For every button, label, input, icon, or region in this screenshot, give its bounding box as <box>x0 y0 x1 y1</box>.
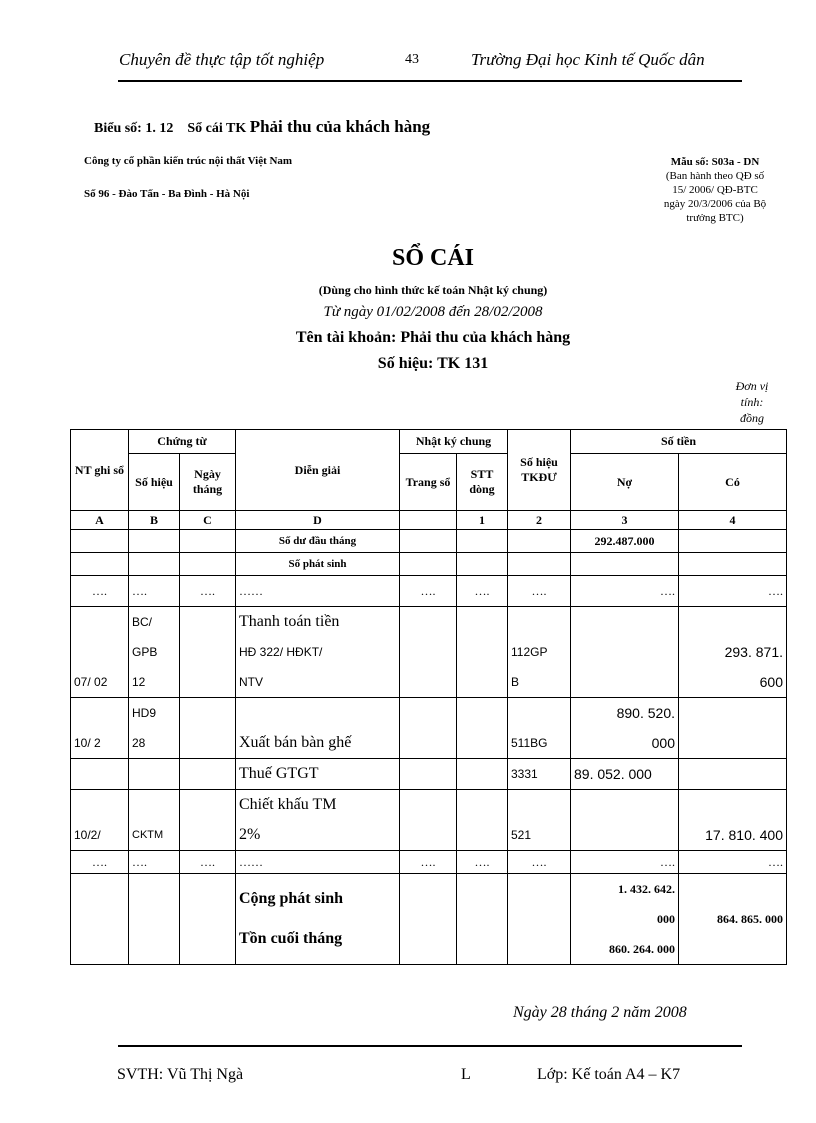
row-debit-line: 890. 520. <box>616 705 675 721</box>
letter-cell: 3 <box>571 511 679 530</box>
col-voucher-no-header: Số hiệu <box>129 454 180 511</box>
header-row-1 <box>71 430 787 454</box>
ellipsis-cell: …. <box>571 851 679 874</box>
form-account-prefix: Sổ cái TK <box>187 121 247 136</box>
row-voucher-no-line: 12 <box>132 675 146 689</box>
letter-cell: A <box>71 511 129 530</box>
form-label <box>94 117 430 137</box>
total-debit-line: 1. 432. 642. <box>618 882 675 896</box>
table-row <box>71 698 787 759</box>
row-voucher-no: CKTM <box>129 790 180 851</box>
page-number: 43 <box>405 52 419 67</box>
template-code: Mẫu số: S03a - DN <box>670 156 760 168</box>
ellipsis-cell: …. <box>571 576 679 607</box>
ellipsis-cell: …. <box>71 851 129 874</box>
footer-student: SVTH: Vũ Thị Ngà <box>117 1066 244 1083</box>
ellipsis-cell: …. <box>457 576 508 607</box>
total-arising-label: Cộng phát sinh <box>239 890 344 907</box>
row-voucher-no <box>129 698 180 759</box>
row-voucher-no-line: 28 <box>132 736 146 750</box>
ellipsis-cell: …. <box>679 851 787 874</box>
row-credit-line: 293. 871. <box>724 644 783 660</box>
letter-cell: D <box>236 511 400 530</box>
template-line-4: trưởng BTC) <box>686 212 744 224</box>
row-contra-line: B <box>511 675 520 689</box>
row-description-line: HĐ 322/ HĐKT/ <box>239 645 323 659</box>
row-date: 07/ 02 <box>71 607 129 698</box>
usage-note: (Dùng cho hình thức kế toán Nhật ký chung) <box>318 283 548 297</box>
row-voucher-no-line: BC/ <box>132 615 153 629</box>
row-contra: 521 <box>508 790 571 851</box>
ellipsis-cell: …. <box>400 576 457 607</box>
col-voucher-header: Chứng từ <box>129 430 236 454</box>
signature-date: Ngày 28 tháng 2 năm 2008 <box>513 1004 687 1021</box>
ledger-table <box>70 429 787 965</box>
total-labels <box>236 874 400 965</box>
letter-cell <box>400 511 457 530</box>
account-number: Số hiệu: TK 131 <box>377 355 489 372</box>
unit-line-3: đồng <box>740 411 764 425</box>
ellipsis-cell: …. <box>180 851 236 874</box>
total-debit-line: 000 <box>657 912 675 926</box>
letter-cell: 1 <box>457 511 508 530</box>
ellipsis-cell: …. <box>457 851 508 874</box>
closing-balance-label: Tồn cuối tháng <box>239 930 343 947</box>
row-description-line: NTV <box>239 675 263 689</box>
column-letters-row <box>71 511 787 530</box>
ellipsis-cell: …. <box>508 851 571 874</box>
template-line-1: (Ban hành theo QĐ số <box>665 170 765 182</box>
period: Từ ngày 01/02/2008 đến 28/02/2008 <box>323 304 543 320</box>
arising-label: Số phát sinh <box>236 553 400 576</box>
col-journal-page-header: Trang sổ <box>400 454 457 511</box>
col-journal-header: Nhật ký chung <box>400 430 508 454</box>
row-description: Thuế GTGT <box>236 759 400 790</box>
col-credit-header: Có <box>679 454 787 511</box>
total-row <box>71 874 787 965</box>
ellipsis-cell: …… <box>236 851 400 874</box>
ellipsis-cell: …. <box>129 576 180 607</box>
col-contra-header: Số hiệu TKĐƯ <box>508 430 571 511</box>
letter-cell: 2 <box>508 511 571 530</box>
row-voucher-no <box>129 607 180 698</box>
row-credit-line: 600 <box>759 674 783 690</box>
footer-class: Lớp: Kế toán A4 – K7 <box>537 1066 681 1083</box>
footer-mark: L <box>461 1066 471 1083</box>
ellipsis-cell: …. <box>508 576 571 607</box>
unit-line-2: tính: <box>740 395 764 409</box>
opening-balance-debit: 292.487.000 <box>571 530 679 553</box>
row-debit <box>571 698 679 759</box>
row-description <box>236 607 400 698</box>
row-contra-line: 112GP <box>511 645 548 659</box>
unit-line-1: Đơn vị <box>735 379 769 393</box>
ellipsis-cell: …. <box>71 576 129 607</box>
total-credit: 864. 865. 000 <box>679 874 787 965</box>
col-description-header: Diễn giải <box>236 430 400 511</box>
opening-balance-label: Số dư đầu tháng <box>236 530 400 553</box>
company-name: Công ty cổ phần kiến trúc nội thất Việt Nam <box>84 155 293 167</box>
form-account-name: Phải thu của khách hàng <box>249 117 431 136</box>
document-title: SỔ CÁI <box>391 245 475 271</box>
company-address: Số 96 - Đào Tấn - Ba Đình - Hà Nội <box>84 188 250 200</box>
col-date-header: NT ghi sổ <box>71 430 129 511</box>
row-credit: 17. 810. 400 <box>679 790 787 851</box>
letter-cell: C <box>180 511 236 530</box>
col-amount-header: Số tiền <box>571 430 787 454</box>
ellipsis-cell: …. <box>129 851 180 874</box>
row-contra: 511BG <box>508 698 571 759</box>
row-date: 10/ 2 <box>71 698 129 759</box>
ellipsis-row <box>71 851 787 874</box>
account-name: Tên tài khoản: Phải thu của khách hàng <box>295 329 571 346</box>
closing-debit: 860. 264. 000 <box>609 942 675 956</box>
ellipsis-cell: …… <box>236 576 400 607</box>
col-debit-header: Nợ <box>571 454 679 511</box>
arising-row <box>71 553 787 576</box>
header-rule <box>118 80 742 82</box>
row-contra <box>508 607 571 698</box>
letter-cell: 4 <box>679 511 787 530</box>
opening-balance-row <box>71 530 787 553</box>
row-credit <box>679 607 787 698</box>
template-line-3: ngày 20/3/2006 của Bộ <box>663 198 767 210</box>
row-contra: 3331 <box>508 759 571 790</box>
header-row-2 <box>71 454 787 511</box>
col-voucher-date-header: Ngày tháng <box>180 454 236 511</box>
col-journal-line-header: STT dòng <box>457 454 508 511</box>
total-debit <box>571 874 679 965</box>
ellipsis-row <box>71 576 787 607</box>
letter-cell: B <box>129 511 180 530</box>
row-date: 10/2/ <box>71 790 129 851</box>
row-debit: 89. 052. 000 <box>571 759 679 790</box>
ellipsis-cell: …. <box>679 576 787 607</box>
template-reference <box>620 155 810 225</box>
row-description <box>236 790 400 851</box>
row-voucher-no-line: GPB <box>132 645 158 659</box>
table-row <box>71 759 787 790</box>
ellipsis-cell: …. <box>180 576 236 607</box>
row-description-line: Thanh toán tiền <box>239 613 340 630</box>
row-description-line: Chiết khấu TM <box>239 796 337 813</box>
table-row <box>71 607 787 698</box>
form-number: Biểu số: 1. 12 <box>94 121 174 136</box>
table-row <box>71 790 787 851</box>
ellipsis-cell: …. <box>400 851 457 874</box>
row-description-line: 2% <box>239 826 261 843</box>
row-debit-line: 000 <box>651 735 675 751</box>
header-right-title: Trường Đại học Kinh tế Quốc dân <box>471 50 705 69</box>
currency-unit <box>722 378 782 426</box>
header-left-title: Chuyên đề thực tập tốt nghiệp <box>119 50 325 69</box>
template-line-2: 15/ 2006/ QĐ-BTC <box>672 184 758 196</box>
row-description: Xuất bán bàn ghế <box>236 698 400 759</box>
footer-rule <box>118 1045 742 1047</box>
row-voucher-no-line: HD9 <box>132 706 157 720</box>
